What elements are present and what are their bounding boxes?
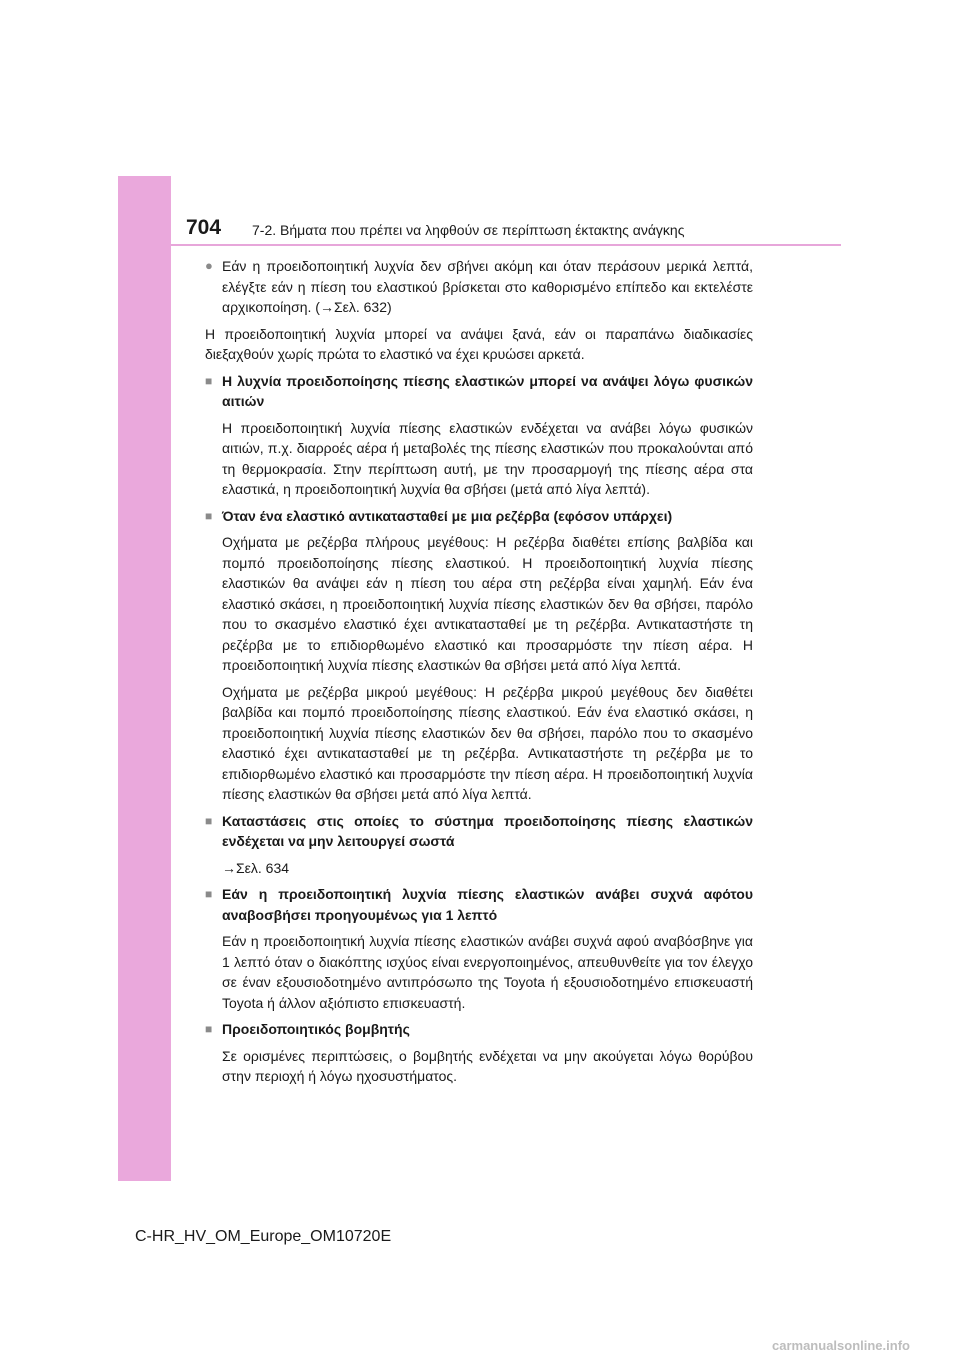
square-bullet-icon: ■ [205, 1022, 213, 1036]
chapter-title: 7-2. Βήματα που πρέπει να ληφθούν σε περίπτωση έκτακτης ανάγκης [252, 222, 685, 238]
section-heading: Καταστάσεις στις οποίες το σύστημα προειδοποίησης πίεσης ελαστικών ενδέχεται να μην λειτουργεί σωστά [222, 812, 753, 849]
bullet-followup: Η προειδοποιητική λυχνία μπορεί να ανάψει ξανά, εάν οι παραπάνω διαδικασίες διεξαχθούν χωρίς πρώτα το ελαστικό να έχει κρυώσει αρκετά. [205, 325, 753, 362]
square-bullet-icon: ■ [205, 813, 213, 828]
section-paragraph: Εάν η προειδοποιητική λυχνία πίεσης ελαστικών ανάβει συχνά αφού αναβόσβηνε για 1 λεπτό όταν ο διακόπτης ισχύος είναι ενεργοποιημένος, απευθυνθείτε για τον έλεγχο σε έναν εξουσιοδοτημένο αντιπρόσωπο της Toyota ή εξουσιοδοτημένο επισκευαστή Toyota ή άλλον αξιόπιστο επισκευαστή. [222, 933, 753, 1011]
square-bullet-icon: ■ [205, 373, 213, 388]
section-warning-buzzer [205, 1019, 753, 1087]
side-color-band [118, 176, 171, 1181]
circle-bullet-icon: ● [205, 258, 213, 273]
section-paragraph: Οχήματα με ρεζέρβα πλήρους μεγέθους: Η ρεζέρβα διαθέτει επίσης βαλβίδα και πομπό προειδοποίησης πίεσης ελαστικού. Η προειδοποιητική λυχνία πίεσης ελαστικών θα ανάψει εάν η πίεση του αέρα στη ρεζέρβα είναι χαμηλή. Εάν ένα ελαστικό σκάσει, η προειδοποιητική λυχνία πίεσης ελαστικών δεν θα σβήσει, παρόλο που το σκασμένο ελαστικό έχει αντικατασταθεί με τη ρεζέρβα. Αντικαταστήστε τη ρεζέρβα με το επιδιορθωμένο ελαστικό και προσαρμόστε την πίεση αέρα. Η προειδοποιητική λυχνία πίεσης ελαστικών θα σβήσει μετά από λίγα λεπτά. [222, 534, 753, 673]
section-heading: Εάν η προειδοποιητική λυχνία πίεσης ελαστικών ανάβει συχνά αφότου αναβοσβήσει προηγουμένως για 1 λεπτό [222, 886, 753, 923]
section-heading: Η λυχνία προειδοποίησης πίεσης ελαστικών μπορεί να ανάψει λόγω φυσικών αιτιών [222, 372, 753, 409]
bullet-item [205, 256, 753, 318]
page-content [205, 250, 753, 1087]
bullet-text: Εάν η προειδοποιητική λυχνία δεν σβήνει ακόμη και όταν περάσουν μερικά λεπτά, ελέγξτε εάν η πίεση του ελαστικού βρίσκεται στο καθορισμένο επίπεδο και εκτελέστε αρχικοποίηση. (→Σελ. 632) [222, 258, 753, 315]
document-code: C-HR_HV_OM_Europe_OM10720E [135, 1228, 392, 1245]
section-paragraph: Οχήματα με ρεζέρβα μικρού μεγέθους: Η ρεζέρβα μικρού μεγέθους δεν διαθέτει βαλβίδα και πομπό προειδοποίησης πίεσης ελαστικού. Εάν ένα ελαστικό σκάσει, η προειδοποιητική λυχνία πίεσης ελαστικών δεν θα σβήσει, παρόλο που το σκασμένο ελαστικό έχει αντικατασταθεί με τη ρεζέρβα. Αντικαταστήστε τη ρεζέρβα με το επιδιορθωμένο ελαστικό και προσαρμόστε την πίεση αέρα. Η προειδοποιητική λυχνία πίεσης ελαστικών θα σβήσει μετά από λίγα λεπτά. [222, 683, 753, 802]
section-natural-causes [205, 371, 753, 500]
section-frequent-lighting [205, 884, 753, 1013]
section-paragraph: Σε ορισμένες περιπτώσεις, ο βομβητής ενδέχεται να μην ακούγεται λόγω θορύβου στην περιοχή ή λόγω ηχοσυστήματος. [222, 1047, 753, 1084]
watermark: carmanualsonline.info [772, 1338, 910, 1353]
page-number: 704 [186, 216, 222, 239]
section-heading: Όταν ένα ελαστικό αντικατασταθεί με μια ρεζέρβα (εφόσον υπάρχει) [222, 507, 673, 524]
header-rule [171, 244, 841, 246]
section-paragraph: Η προειδοποιητική λυχνία πίεσης ελαστικών ενδέχεται να ανάβει λόγω φυσικών αιτιών, π.χ. διαρροές αέρα ή μεταβολές της πίεσης ελαστικών που προκαλούνται από τη θερμοκρασία. Στην περίπτωση αυτή, με την προσαρμογή της πίεσης αέρα στα ελαστικά, η προειδοποιητική λυχνία θα σβήσει (μετά από λίγα λεπτά). [222, 419, 753, 497]
page-reference: →Σελ. 634 [222, 859, 290, 876]
square-bullet-icon: ■ [205, 887, 213, 901]
section-spare-tire [205, 506, 753, 805]
section-heading: Προειδοποιητικός βομβητής [222, 1021, 410, 1037]
section-malfunction-conditions [205, 811, 753, 879]
square-bullet-icon: ■ [205, 508, 213, 523]
